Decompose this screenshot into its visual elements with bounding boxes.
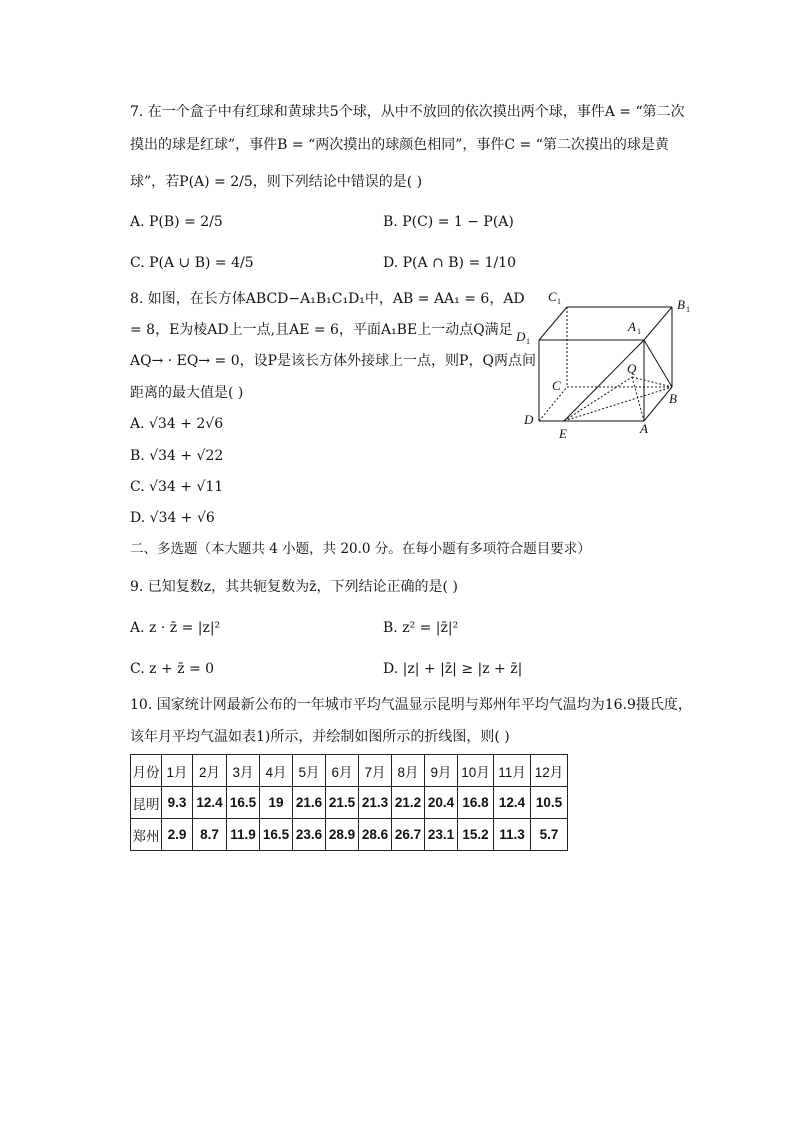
table-cell: 28.9 [326, 819, 359, 851]
table-cell: 昆明 [131, 787, 162, 819]
table-cell: 5.7 [531, 819, 568, 851]
cuboid-figure [512, 285, 702, 445]
q8-option-a: A. √34 + 2√6 [130, 416, 224, 432]
q9-option-b: B. z² = |z̄|² [383, 620, 459, 636]
table-cell: 26.7 [392, 819, 425, 851]
table-cell: 10.5 [531, 787, 568, 819]
label-b1: B [677, 297, 685, 312]
q7-line2: 摸出的球是红球”，事件B = “两次摸出的球颜色相同”，事件C = “第二次摸出的球是黄 [130, 137, 669, 153]
table-cell: 15.2 [458, 819, 494, 851]
table-cell: 郑州 [131, 819, 162, 851]
label-c: C [552, 378, 561, 393]
svg-text:1: 1 [637, 327, 641, 336]
table-header-cell: 11月 [494, 755, 531, 787]
table-header-cell: 月份 [131, 755, 162, 787]
temperature-table [130, 754, 568, 851]
label-c1: C [548, 289, 557, 304]
table-header-row [131, 755, 568, 787]
edge-a-b [644, 387, 672, 421]
table-cell: 8.7 [193, 819, 227, 851]
table-cell: 16.5 [260, 819, 293, 851]
table-row-kunming [131, 787, 568, 819]
table-cell: 11.3 [494, 819, 531, 851]
table-cell: 28.6 [359, 819, 392, 851]
q10-line2: 该年月平均气温如表1)所示，并绘制如图所示的折线图，则( ) [130, 729, 510, 745]
q8-line1: 8. 如图，在长方体ABCD−A₁B₁C₁D₁中，AB = AA₁ = 6，AD [130, 291, 525, 307]
table-cell: 19 [260, 787, 293, 819]
table-cell: 9.3 [162, 787, 193, 819]
section-title-multiple-choice: 二、多选题（本大题共 4 小题，共 20.0 分。在每小题有多项符合题目要求） [130, 541, 591, 557]
q9-option-d: D. |z| + |z̄| ≥ |z + z̄| [383, 661, 523, 677]
table-cell: 21.2 [392, 787, 425, 819]
q8-option-b: B. √34 + √22 [130, 448, 224, 464]
label-b: B [669, 391, 677, 406]
q9-option-c: C. z + z̄ = 0 [130, 661, 215, 677]
table-cell: 23.1 [425, 819, 458, 851]
q8-option-c: C. √34 + √11 [130, 479, 224, 495]
table-header-cell: 4月 [260, 755, 293, 787]
table-cell: 21.5 [326, 787, 359, 819]
q8-line4: 距离的最大值是( ) [130, 385, 244, 401]
table-cell: 16.8 [458, 787, 494, 819]
q8-line2: = 8，E为棱AD上一点,且AE = 6，平面A₁BE上一动点Q满足 [130, 322, 513, 338]
q7-option-d: D. P(A ∩ B) = 1/10 [383, 255, 517, 271]
svg-text:1: 1 [686, 305, 690, 314]
table-cell: 21.3 [359, 787, 392, 819]
q7-option-b: B. P(C) = 1 − P(A) [383, 214, 514, 230]
q9-option-a: A. z · z̄ = |z|² [130, 620, 221, 636]
table-cell: 2.9 [162, 819, 193, 851]
table-row-zhengzhou [131, 819, 568, 851]
q7-option-c: C. P(A ∪ B) = 4/5 [130, 255, 254, 271]
table-header-cell: 10月 [458, 755, 494, 787]
label-q: Q [627, 361, 637, 376]
q8-option-d: D. √34 + √6 [130, 510, 215, 526]
q10-line1: 10. 国家统计网最新公布的一年城市平均气温显示昆明与郑州年平均气温均为16.9摄氏度， [130, 697, 692, 713]
table-cell: 20.4 [425, 787, 458, 819]
table-header-cell: 6月 [326, 755, 359, 787]
table-cell: 12.4 [193, 787, 227, 819]
q7-line1: 7. 在一个盒子中有红球和黄球共5个球，从中不放回的依次摸出两个球，事件A = “第二次 [130, 104, 685, 120]
edge-a1-b1 [644, 307, 672, 340]
table-header-cell: 1月 [162, 755, 193, 787]
table-header-cell: 12月 [531, 755, 568, 787]
edge-a1-b [644, 340, 672, 387]
table-cell: 16.5 [227, 787, 260, 819]
table-header-cell: 2月 [193, 755, 227, 787]
table-header-cell: 7月 [359, 755, 392, 787]
label-d: D [524, 412, 534, 427]
svg-text:1: 1 [557, 297, 561, 306]
table-header-cell: 8月 [392, 755, 425, 787]
table-header-cell: 5月 [293, 755, 326, 787]
q7-line3: 球”，若P(A) = 2/5，则下列结论中错误的是( ) [130, 174, 423, 190]
q8-line3: AQ→ · EQ→ = 0，设P是该长方体外接球上一点，则P，Q两点间 [130, 353, 536, 369]
table-cell: 21.6 [293, 787, 326, 819]
label-e: E [559, 426, 567, 441]
segment-q-b [632, 377, 672, 387]
label-d1: D [516, 329, 526, 344]
table-cell: 12.4 [494, 787, 531, 819]
label-a: A [640, 421, 648, 436]
label-a1: A [628, 319, 636, 334]
q7-option-a: A. P(B) = 2/5 [130, 214, 223, 230]
edge-d1-c1 [539, 307, 567, 340]
table-header-cell: 3月 [227, 755, 260, 787]
table-cell: 11.9 [227, 819, 260, 851]
segment-e-q [564, 377, 632, 421]
svg-text:1: 1 [526, 337, 530, 346]
q9-line1: 9. 已知复数z，其共轭复数为z̄，下列结论正确的是( ) [130, 579, 458, 595]
table-header-cell: 9月 [425, 755, 458, 787]
table-cell: 23.6 [293, 819, 326, 851]
